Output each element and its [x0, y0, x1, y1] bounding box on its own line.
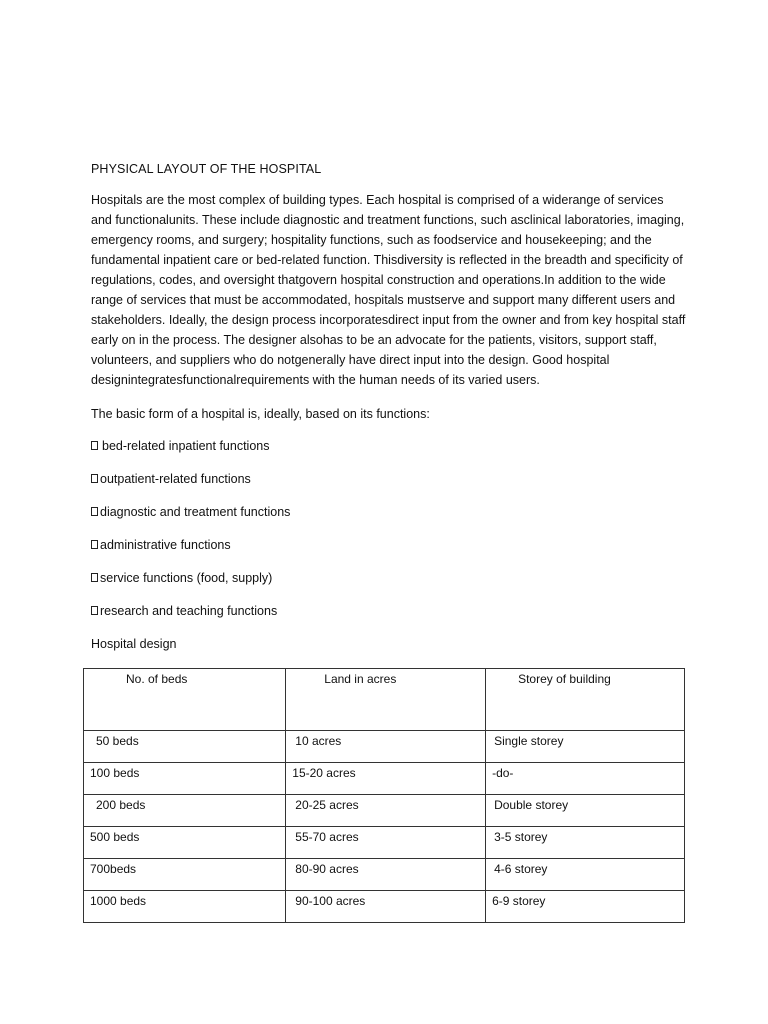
table-cell: 55-70 acres	[286, 827, 486, 859]
table-cell: 20-25 acres	[286, 795, 486, 827]
list-item-text: research and teaching functions	[100, 604, 278, 618]
table-row	[84, 763, 685, 795]
list-item	[91, 602, 686, 635]
document-body	[91, 160, 686, 667]
column-header-storey: Storey of building	[486, 669, 685, 731]
list-item	[91, 437, 686, 470]
bullet-icon	[91, 441, 98, 450]
table-row	[84, 859, 685, 891]
bullet-icon	[91, 540, 98, 549]
table-cell: 50 beds	[84, 731, 286, 763]
list-item-text: bed-related inpatient functions	[102, 439, 270, 453]
list-item	[91, 503, 686, 536]
list-item-text: administrative functions	[100, 538, 231, 552]
table-cell: Double storey	[486, 795, 685, 827]
table-cell: 1000 beds	[84, 891, 286, 923]
table-cell: 4-6 storey	[486, 859, 685, 891]
bullet-icon	[91, 606, 98, 615]
list-item	[91, 569, 686, 602]
table-row	[84, 891, 685, 923]
table-cell: 15-20 acres	[286, 763, 486, 795]
list-item-text: diagnostic and treatment functions	[100, 505, 291, 519]
table-cell: 6-9 storey	[486, 891, 685, 923]
intro-paragraph: Hospitals are the most complex of building types. Each hospital is comprised of a widerange of services and functionalunits. These include diagnostic and treatment functions, such asclinical laboratories, imaging, emergency rooms, and surgery; hospitality functions, such as foodservice and housekeeping; and the fundamental inpatient care or bed-related function. Thisdiversity is reflected in the breadth and specificity of regulations, codes, and oversight thatgovern hospital construction and operations.In addition to the wide range of services that must be accommodated, hospitals mustserve and support many different users and stakeholders. Ideally, the design process incorporatesdirect input from the owner and from key hospital staff early on in the process. The designer alsohas to be an advocate for the patients, visitors, support staff, volunteers, and suppliers who do notgenerally have direct input into the design. Good hospital designintegratesfunctionalrequirements with the human needs of its varied users.	[91, 193, 686, 387]
bullet-icon	[91, 474, 98, 483]
section-heading: Hospital design	[91, 637, 177, 651]
table-cell: 3-5 storey	[486, 827, 685, 859]
column-header-land: Land in acres	[286, 669, 486, 731]
table-cell: -do-	[486, 763, 685, 795]
table-cell: 200 beds	[84, 795, 286, 827]
table-cell: 80-90 acres	[286, 859, 486, 891]
table-cell: 90-100 acres	[286, 891, 486, 923]
table-row	[84, 731, 685, 763]
table-cell: Single storey	[486, 731, 685, 763]
column-header-beds: No. of beds	[84, 669, 286, 731]
table-cell: 10 acres	[286, 731, 486, 763]
table-row	[84, 795, 685, 827]
list-item	[91, 536, 686, 569]
hospital-design-table	[83, 668, 685, 923]
list-item	[91, 470, 686, 503]
list-item-text: service functions (food, supply)	[100, 571, 273, 585]
list-item-text: outpatient-related functions	[100, 472, 251, 486]
bullet-icon	[91, 573, 98, 582]
table-row	[84, 827, 685, 859]
table-cell: 700beds	[84, 859, 286, 891]
table-cell: 500 beds	[84, 827, 286, 859]
table-header-row	[84, 669, 685, 731]
functions-intro: The basic form of a hospital is, ideally, based on its functions:	[91, 407, 430, 421]
functions-list	[91, 437, 686, 635]
table-cell: 100 beds	[84, 763, 286, 795]
bullet-icon	[91, 507, 98, 516]
document-title: PHYSICAL LAYOUT OF THE HOSPITAL	[91, 162, 322, 176]
